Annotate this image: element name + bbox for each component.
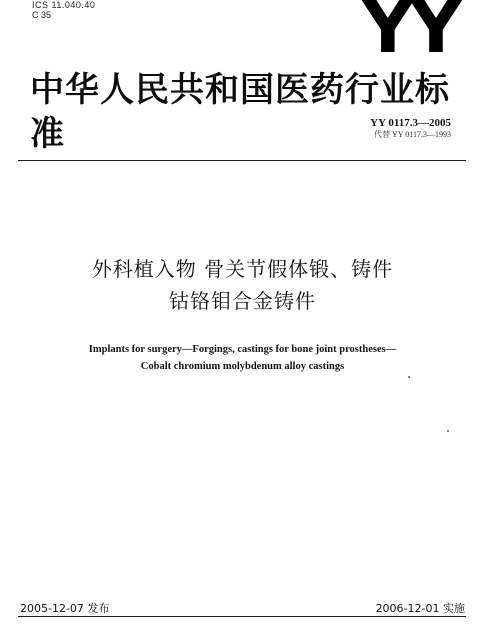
replaces-note: 代替 YY 0117.3—1993 (374, 130, 451, 139)
document-title-en-line-2: Cobalt chromium molybdenum alloy castings (140, 361, 345, 372)
ics-code: ICS 11.040.40 (32, 0, 96, 10)
scan-speck (447, 430, 449, 432)
standard-code: YY 0117.3—2005 (370, 117, 451, 129)
issue-date: 2005-12-07 发布 (20, 602, 110, 615)
standard-title: 中华人民共和国医药行业标准 (30, 70, 450, 154)
footer-divider (18, 616, 466, 617)
document-title-cn-line-2: 钴铬钼合金铸件 (169, 289, 316, 313)
document-title-cn-line-1: 外科植入物 骨关节假体锻、铸件 (91, 257, 394, 281)
document-title-en-line-1: Implants for surgery—Forgings, castings for bone joint prostheses— (88, 344, 397, 355)
yy-logo: YY (361, 0, 458, 69)
scan-speck (408, 376, 410, 378)
ccs-code: C 35 (32, 10, 52, 20)
header-divider (18, 160, 466, 161)
implementation-date: 2006-12-01 实施 (375, 602, 465, 615)
